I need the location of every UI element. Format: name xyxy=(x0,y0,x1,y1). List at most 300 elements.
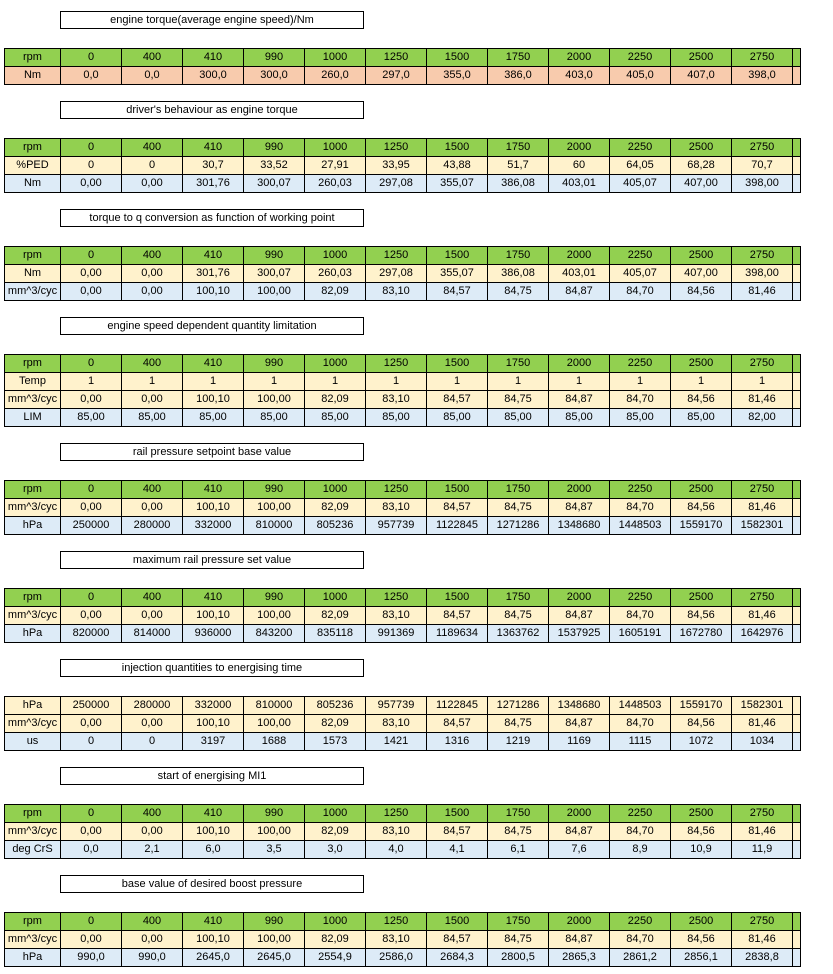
table-cell[interactable]: 4,1 xyxy=(427,841,488,859)
row-label[interactable]: Nm xyxy=(5,265,61,283)
table-cell[interactable]: 355,07 xyxy=(427,265,488,283)
table-cell[interactable]: 957739 xyxy=(366,697,427,715)
table-cell[interactable]: 100,10 xyxy=(183,283,244,301)
table-cell[interactable]: 407,00 xyxy=(671,265,732,283)
table-cell[interactable]: 1500 xyxy=(427,139,488,157)
row-label[interactable]: rpm xyxy=(5,49,61,67)
table-cell[interactable]: 83,10 xyxy=(366,823,427,841)
table-cell[interactable]: 84,87 xyxy=(549,499,610,517)
table-cell[interactable]: 82,09 xyxy=(305,283,366,301)
table-cell[interactable]: 84,57 xyxy=(427,715,488,733)
table-cell[interactable]: 82,09 xyxy=(305,931,366,949)
table-cell[interactable]: 0 xyxy=(61,913,122,931)
table-cell[interactable]: 410 xyxy=(183,139,244,157)
table-cell[interactable]: 2500 xyxy=(671,355,732,373)
table-cell[interactable]: 400 xyxy=(122,139,183,157)
table-cell[interactable] xyxy=(793,283,801,301)
table-cell[interactable]: 1750 xyxy=(488,355,549,373)
table-cell[interactable]: 100,10 xyxy=(183,715,244,733)
table-cell[interactable]: 410 xyxy=(183,481,244,499)
table-cell[interactable]: 84,57 xyxy=(427,391,488,409)
table-cell[interactable]: 805236 xyxy=(305,697,366,715)
table-cell[interactable]: 1250 xyxy=(366,805,427,823)
table-cell[interactable]: 1000 xyxy=(305,247,366,265)
row-label[interactable]: %PED xyxy=(5,157,61,175)
table-cell[interactable]: 2500 xyxy=(671,589,732,607)
table-cell[interactable]: 84,70 xyxy=(610,715,671,733)
table-cell[interactable]: 2000 xyxy=(549,913,610,931)
table-cell[interactable]: 0 xyxy=(61,589,122,607)
table-cell[interactable]: 2250 xyxy=(610,913,671,931)
table-cell[interactable]: 3,5 xyxy=(244,841,305,859)
row-label[interactable]: Temp xyxy=(5,373,61,391)
table-cell[interactable]: 0,00 xyxy=(122,391,183,409)
table-cell[interactable]: 85,00 xyxy=(671,409,732,427)
table-cell[interactable]: 1271286 xyxy=(488,517,549,535)
table-cell[interactable]: 85,00 xyxy=(549,409,610,427)
table-cell[interactable] xyxy=(793,805,801,823)
table-cell[interactable]: 84,57 xyxy=(427,283,488,301)
table-cell[interactable]: 1750 xyxy=(488,49,549,67)
table-cell[interactable]: 843200 xyxy=(244,625,305,643)
table-cell[interactable]: 1500 xyxy=(427,913,488,931)
table-cell[interactable]: 1072 xyxy=(671,733,732,751)
table-cell[interactable] xyxy=(793,49,801,67)
table-cell[interactable]: 1348680 xyxy=(549,697,610,715)
table-cell[interactable]: 355,0 xyxy=(427,67,488,85)
table-cell[interactable]: 33,95 xyxy=(366,157,427,175)
table-cell[interactable]: 0,0 xyxy=(122,67,183,85)
table-cell[interactable]: 410 xyxy=(183,247,244,265)
table-cell[interactable]: 84,70 xyxy=(610,283,671,301)
table-cell[interactable] xyxy=(793,715,801,733)
table-cell[interactable]: 355,07 xyxy=(427,175,488,193)
table-cell[interactable]: 85,00 xyxy=(427,409,488,427)
table-cell[interactable]: 1250 xyxy=(366,247,427,265)
table-cell[interactable]: 0,00 xyxy=(122,931,183,949)
row-label[interactable]: mm^3/cyc xyxy=(5,283,61,301)
table-cell[interactable]: 1348680 xyxy=(549,517,610,535)
table-cell[interactable]: 27,91 xyxy=(305,157,366,175)
table-cell[interactable]: 83,10 xyxy=(366,715,427,733)
table-cell[interactable]: 1271286 xyxy=(488,697,549,715)
table-cell[interactable]: 2500 xyxy=(671,49,732,67)
table-cell[interactable]: 85,00 xyxy=(61,409,122,427)
table-cell[interactable] xyxy=(793,247,801,265)
table-cell[interactable]: 68,28 xyxy=(671,157,732,175)
row-label[interactable]: mm^3/cyc xyxy=(5,499,61,517)
table-cell[interactable]: 2500 xyxy=(671,139,732,157)
table-cell[interactable]: 1573 xyxy=(305,733,366,751)
table-cell[interactable] xyxy=(793,265,801,283)
table-cell[interactable]: 301,76 xyxy=(183,175,244,193)
table-cell[interactable]: 2838,8 xyxy=(732,949,793,967)
table-cell[interactable]: 398,00 xyxy=(732,175,793,193)
table-cell[interactable]: 0,00 xyxy=(122,823,183,841)
table-cell[interactable]: 1250 xyxy=(366,139,427,157)
table-cell[interactable]: 82,09 xyxy=(305,391,366,409)
table-cell[interactable]: 400 xyxy=(122,805,183,823)
table-cell[interactable]: 2250 xyxy=(610,247,671,265)
table-cell[interactable]: 2554,9 xyxy=(305,949,366,967)
table-cell[interactable]: 300,07 xyxy=(244,265,305,283)
table-cell[interactable]: 810000 xyxy=(244,697,305,715)
table-cell[interactable]: 2645,0 xyxy=(244,949,305,967)
table-cell[interactable]: 1500 xyxy=(427,805,488,823)
table-cell[interactable]: 301,76 xyxy=(183,265,244,283)
table-cell[interactable]: 84,87 xyxy=(549,391,610,409)
table-cell[interactable]: 85,00 xyxy=(366,409,427,427)
table-cell[interactable]: 2250 xyxy=(610,49,671,67)
table-cell[interactable]: 84,70 xyxy=(610,607,671,625)
table-cell[interactable] xyxy=(793,139,801,157)
table-cell[interactable]: 0,00 xyxy=(61,715,122,733)
table-cell[interactable]: 405,0 xyxy=(610,67,671,85)
table-cell[interactable]: 100,00 xyxy=(244,931,305,949)
table-cell[interactable]: 100,10 xyxy=(183,931,244,949)
table-cell[interactable]: 1 xyxy=(732,373,793,391)
table-cell[interactable]: 0,00 xyxy=(61,175,122,193)
table-cell[interactable] xyxy=(793,157,801,175)
table-cell[interactable]: 0,0 xyxy=(61,67,122,85)
table-cell[interactable]: 0,00 xyxy=(61,391,122,409)
table-cell[interactable]: 83,10 xyxy=(366,931,427,949)
table-cell[interactable]: 84,75 xyxy=(488,283,549,301)
table-cell[interactable]: 2500 xyxy=(671,805,732,823)
table-cell[interactable]: 3,0 xyxy=(305,841,366,859)
table-cell[interactable]: 8,9 xyxy=(610,841,671,859)
table-cell[interactable]: 1 xyxy=(122,373,183,391)
row-label[interactable]: rpm xyxy=(5,247,61,265)
table-cell[interactable]: 0,00 xyxy=(61,931,122,949)
table-cell[interactable]: 84,57 xyxy=(427,931,488,949)
table-cell[interactable]: 1 xyxy=(366,373,427,391)
table-cell[interactable]: 0 xyxy=(61,355,122,373)
table-cell[interactable]: 2750 xyxy=(732,913,793,931)
table-cell[interactable]: 410 xyxy=(183,589,244,607)
table-cell[interactable]: 407,00 xyxy=(671,175,732,193)
table-cell[interactable]: 0,00 xyxy=(122,607,183,625)
table-cell[interactable]: 84,87 xyxy=(549,607,610,625)
table-cell[interactable]: 1189634 xyxy=(427,625,488,643)
table-cell[interactable]: 82,09 xyxy=(305,499,366,517)
table-cell[interactable]: 1000 xyxy=(305,805,366,823)
table-cell[interactable]: 81,46 xyxy=(732,823,793,841)
table-cell[interactable]: 1 xyxy=(549,373,610,391)
table-cell[interactable]: 1 xyxy=(427,373,488,391)
table-cell[interactable] xyxy=(793,949,801,967)
table-cell[interactable]: 405,07 xyxy=(610,265,671,283)
table-cell[interactable]: 1448503 xyxy=(610,517,671,535)
table-cell[interactable]: 990 xyxy=(244,49,305,67)
row-label[interactable]: deg CrS xyxy=(5,841,61,859)
table-cell[interactable]: 84,87 xyxy=(549,931,610,949)
table-cell[interactable]: 100,10 xyxy=(183,499,244,517)
table-cell[interactable] xyxy=(793,841,801,859)
table-cell[interactable]: 2500 xyxy=(671,913,732,931)
table-cell[interactable]: 1 xyxy=(61,373,122,391)
table-cell[interactable]: 84,75 xyxy=(488,607,549,625)
table-cell[interactable]: 84,87 xyxy=(549,715,610,733)
table-cell[interactable]: 100,00 xyxy=(244,823,305,841)
table-cell[interactable]: 81,46 xyxy=(732,931,793,949)
table-cell[interactable]: 805236 xyxy=(305,517,366,535)
table-cell[interactable]: 100,10 xyxy=(183,823,244,841)
table-cell[interactable]: 297,08 xyxy=(366,265,427,283)
table-cell[interactable]: 297,0 xyxy=(366,67,427,85)
table-cell[interactable] xyxy=(793,499,801,517)
table-cell[interactable]: 1537925 xyxy=(549,625,610,643)
table-cell[interactable]: 400 xyxy=(122,589,183,607)
row-label[interactable]: Nm xyxy=(5,67,61,85)
row-label[interactable]: mm^3/cyc xyxy=(5,607,61,625)
table-cell[interactable]: 82,09 xyxy=(305,823,366,841)
table-cell[interactable]: 82,00 xyxy=(732,409,793,427)
table-cell[interactable]: 2800,5 xyxy=(488,949,549,967)
table-cell[interactable]: 1250 xyxy=(366,913,427,931)
table-cell[interactable]: 810000 xyxy=(244,517,305,535)
table-cell[interactable]: 2250 xyxy=(610,805,671,823)
table-cell[interactable]: 0,00 xyxy=(61,823,122,841)
table-cell[interactable]: 51,7 xyxy=(488,157,549,175)
table-cell[interactable]: 84,87 xyxy=(549,283,610,301)
table-cell[interactable]: 2750 xyxy=(732,589,793,607)
table-cell[interactable]: 0 xyxy=(122,733,183,751)
table-cell[interactable] xyxy=(793,175,801,193)
table-cell[interactable]: 2000 xyxy=(549,589,610,607)
table-cell[interactable]: 332000 xyxy=(183,697,244,715)
table-cell[interactable]: 1750 xyxy=(488,805,549,823)
table-cell[interactable]: 2250 xyxy=(610,589,671,607)
table-cell[interactable]: 400 xyxy=(122,247,183,265)
table-cell[interactable]: 1 xyxy=(671,373,732,391)
table-cell[interactable] xyxy=(793,409,801,427)
table-cell[interactable]: 1500 xyxy=(427,247,488,265)
table-cell[interactable]: 410 xyxy=(183,805,244,823)
table-cell[interactable]: 83,10 xyxy=(366,283,427,301)
table-cell[interactable]: 2750 xyxy=(732,355,793,373)
table-cell[interactable]: 2000 xyxy=(549,481,610,499)
table-cell[interactable]: 82,09 xyxy=(305,715,366,733)
table-cell[interactable]: 0 xyxy=(61,157,122,175)
table-cell[interactable]: 0,00 xyxy=(61,265,122,283)
table-cell[interactable] xyxy=(793,913,801,931)
table-cell[interactable]: 1500 xyxy=(427,481,488,499)
table-cell[interactable]: 814000 xyxy=(122,625,183,643)
table-cell[interactable] xyxy=(793,391,801,409)
table-cell[interactable]: 386,08 xyxy=(488,175,549,193)
table-cell[interactable]: 1750 xyxy=(488,481,549,499)
table-cell[interactable] xyxy=(793,589,801,607)
table-cell[interactable]: 1250 xyxy=(366,589,427,607)
table-cell[interactable]: 1000 xyxy=(305,481,366,499)
table-cell[interactable]: 2250 xyxy=(610,481,671,499)
table-cell[interactable]: 100,00 xyxy=(244,283,305,301)
table-cell[interactable]: 1642976 xyxy=(732,625,793,643)
table-cell[interactable]: 300,07 xyxy=(244,175,305,193)
row-label[interactable]: rpm xyxy=(5,481,61,499)
table-cell[interactable]: 0,00 xyxy=(122,499,183,517)
table-cell[interactable]: 398,00 xyxy=(732,265,793,283)
table-cell[interactable]: 1000 xyxy=(305,589,366,607)
table-cell[interactable]: 2750 xyxy=(732,247,793,265)
table-cell[interactable]: 2861,2 xyxy=(610,949,671,967)
table-cell[interactable]: 85,00 xyxy=(122,409,183,427)
table-cell[interactable]: 3197 xyxy=(183,733,244,751)
table-cell[interactable]: 0 xyxy=(61,733,122,751)
table-cell[interactable]: 85,00 xyxy=(183,409,244,427)
table-cell[interactable]: 0 xyxy=(61,247,122,265)
table-cell[interactable]: 2000 xyxy=(549,49,610,67)
table-cell[interactable]: 1605191 xyxy=(610,625,671,643)
table-cell[interactable]: 410 xyxy=(183,355,244,373)
table-cell[interactable]: 84,75 xyxy=(488,823,549,841)
table-cell[interactable]: 990,0 xyxy=(122,949,183,967)
table-cell[interactable]: 83,10 xyxy=(366,391,427,409)
table-cell[interactable]: 386,0 xyxy=(488,67,549,85)
table-cell[interactable]: 1500 xyxy=(427,355,488,373)
table-cell[interactable]: 0,00 xyxy=(122,175,183,193)
table-cell[interactable]: 1 xyxy=(244,373,305,391)
table-cell[interactable]: 990 xyxy=(244,805,305,823)
table-cell[interactable]: 990 xyxy=(244,247,305,265)
table-cell[interactable]: 0,00 xyxy=(61,499,122,517)
table-cell[interactable]: 0,00 xyxy=(122,283,183,301)
table-cell[interactable]: 85,00 xyxy=(488,409,549,427)
table-cell[interactable] xyxy=(793,625,801,643)
row-label[interactable]: rpm xyxy=(5,355,61,373)
table-cell[interactable]: 0 xyxy=(61,139,122,157)
table-cell[interactable]: 1000 xyxy=(305,355,366,373)
row-label[interactable]: rpm xyxy=(5,139,61,157)
table-cell[interactable]: 84,70 xyxy=(610,391,671,409)
table-cell[interactable]: 84,56 xyxy=(671,283,732,301)
table-cell[interactable]: 1115 xyxy=(610,733,671,751)
table-cell[interactable]: 2645,0 xyxy=(183,949,244,967)
table-cell[interactable]: 410 xyxy=(183,913,244,931)
table-cell[interactable]: 1250 xyxy=(366,49,427,67)
table-cell[interactable]: 297,08 xyxy=(366,175,427,193)
table-cell[interactable]: 2750 xyxy=(732,49,793,67)
table-cell[interactable]: 0 xyxy=(122,157,183,175)
table-cell[interactable]: 1169 xyxy=(549,733,610,751)
table-cell[interactable] xyxy=(793,733,801,751)
table-cell[interactable]: 990 xyxy=(244,355,305,373)
table-cell[interactable]: 4,0 xyxy=(366,841,427,859)
table-cell[interactable]: 100,00 xyxy=(244,715,305,733)
table-cell[interactable]: 1 xyxy=(183,373,244,391)
table-cell[interactable] xyxy=(793,67,801,85)
table-cell[interactable]: 0,0 xyxy=(61,841,122,859)
table-cell[interactable]: 81,46 xyxy=(732,283,793,301)
table-cell[interactable]: 1750 xyxy=(488,247,549,265)
row-label[interactable]: mm^3/cyc xyxy=(5,715,61,733)
table-cell[interactable]: 1219 xyxy=(488,733,549,751)
table-cell[interactable]: 332000 xyxy=(183,517,244,535)
table-cell[interactable]: 260,03 xyxy=(305,175,366,193)
table-cell[interactable]: 1122845 xyxy=(427,517,488,535)
table-cell[interactable]: 2865,3 xyxy=(549,949,610,967)
table-cell[interactable]: 990 xyxy=(244,913,305,931)
table-cell[interactable]: 1448503 xyxy=(610,697,671,715)
table-cell[interactable]: 1582301 xyxy=(732,697,793,715)
row-label[interactable]: rpm xyxy=(5,589,61,607)
table-cell[interactable]: 400 xyxy=(122,913,183,931)
table-cell[interactable]: 1559170 xyxy=(671,517,732,535)
table-cell[interactable]: 2000 xyxy=(549,355,610,373)
table-cell[interactable]: 83,10 xyxy=(366,499,427,517)
table-cell[interactable]: 1000 xyxy=(305,913,366,931)
table-cell[interactable]: 100,10 xyxy=(183,607,244,625)
table-cell[interactable]: 2000 xyxy=(549,139,610,157)
table-cell[interactable]: 990 xyxy=(244,589,305,607)
table-cell[interactable]: 0 xyxy=(61,481,122,499)
table-cell[interactable]: 1 xyxy=(305,373,366,391)
table-cell[interactable]: 1750 xyxy=(488,589,549,607)
row-label[interactable]: mm^3/cyc xyxy=(5,391,61,409)
table-cell[interactable] xyxy=(793,607,801,625)
table-cell[interactable]: 0,00 xyxy=(61,283,122,301)
table-cell[interactable]: 405,07 xyxy=(610,175,671,193)
table-cell[interactable]: 2500 xyxy=(671,247,732,265)
table-cell[interactable]: 1000 xyxy=(305,49,366,67)
table-cell[interactable]: 84,70 xyxy=(610,823,671,841)
table-cell[interactable]: 84,56 xyxy=(671,823,732,841)
table-cell[interactable]: 1363762 xyxy=(488,625,549,643)
table-cell[interactable]: 398,0 xyxy=(732,67,793,85)
table-cell[interactable]: 10,9 xyxy=(671,841,732,859)
table-cell[interactable]: 81,46 xyxy=(732,607,793,625)
table-cell[interactable]: 70,7 xyxy=(732,157,793,175)
table-cell[interactable]: 83,10 xyxy=(366,607,427,625)
table-cell[interactable]: 84,56 xyxy=(671,391,732,409)
table-cell[interactable]: 84,56 xyxy=(671,931,732,949)
table-cell[interactable] xyxy=(793,481,801,499)
table-cell[interactable]: 300,0 xyxy=(244,67,305,85)
table-cell[interactable]: 2750 xyxy=(732,805,793,823)
table-cell[interactable]: 1750 xyxy=(488,139,549,157)
table-cell[interactable]: 60 xyxy=(549,157,610,175)
table-cell[interactable]: 1421 xyxy=(366,733,427,751)
table-cell[interactable]: 2750 xyxy=(732,481,793,499)
table-cell[interactable] xyxy=(793,697,801,715)
table-cell[interactable]: 2000 xyxy=(549,247,610,265)
row-label[interactable]: mm^3/cyc xyxy=(5,931,61,949)
table-cell[interactable]: 84,75 xyxy=(488,499,549,517)
table-cell[interactable]: 7,6 xyxy=(549,841,610,859)
row-label[interactable]: LIM xyxy=(5,409,61,427)
table-cell[interactable]: 300,0 xyxy=(183,67,244,85)
table-cell[interactable]: 2586,0 xyxy=(366,949,427,967)
table-cell[interactable]: 957739 xyxy=(366,517,427,535)
table-cell[interactable]: 835118 xyxy=(305,625,366,643)
row-label[interactable]: rpm xyxy=(5,913,61,931)
table-cell[interactable]: 1316 xyxy=(427,733,488,751)
table-cell[interactable]: 64,05 xyxy=(610,157,671,175)
table-cell[interactable]: 1500 xyxy=(427,49,488,67)
table-cell[interactable]: 6,1 xyxy=(488,841,549,859)
table-cell[interactable]: 280000 xyxy=(122,697,183,715)
table-cell[interactable] xyxy=(793,823,801,841)
table-cell[interactable]: 1672780 xyxy=(671,625,732,643)
row-label[interactable]: rpm xyxy=(5,805,61,823)
table-cell[interactable]: 81,46 xyxy=(732,499,793,517)
table-cell[interactable]: 386,08 xyxy=(488,265,549,283)
row-label[interactable]: hPa xyxy=(5,625,61,643)
table-cell[interactable]: 100,00 xyxy=(244,391,305,409)
table-cell[interactable]: 2250 xyxy=(610,139,671,157)
table-cell[interactable]: 1559170 xyxy=(671,697,732,715)
